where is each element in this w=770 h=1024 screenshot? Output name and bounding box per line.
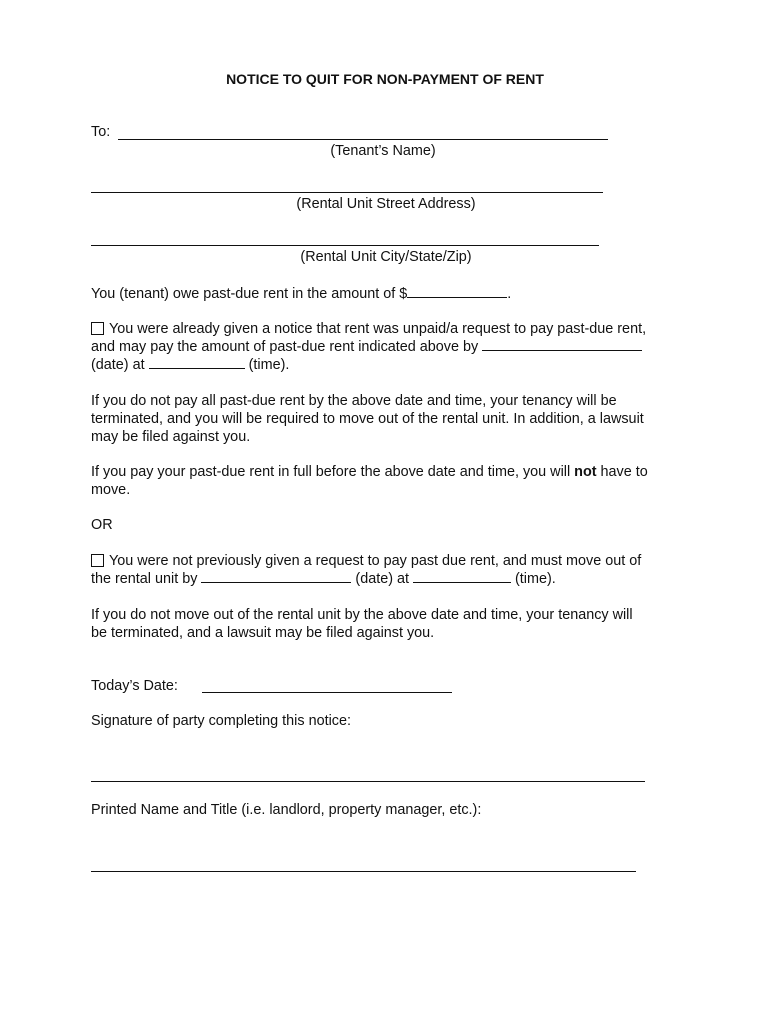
option1-line2: and may pay the amount of past-due rent indicated above by (91, 339, 479, 355)
street-address-caption: (Rental Unit Street Address) (296, 196, 476, 212)
option1-line1: You were already given a notice that rent was unpaid/a request to pay past-due rent, (109, 321, 647, 337)
owe-text: You (tenant) owe past-due rent in the amount of $ (91, 286, 408, 302)
signature-label: Signature of party completing this notice: (91, 713, 351, 729)
termination-line3: may be filed against you. (91, 429, 251, 445)
option1-time-label: (time). (248, 357, 290, 373)
pay-line1-before: If you pay your past-due rent in full before the above date and time, you will (91, 464, 571, 480)
printed-name-label: Printed Name and Title (i.e. landlord, property manager, etc.): (91, 802, 482, 818)
pay-line1-bold: not (574, 464, 597, 480)
option1-date-label: (date) at (91, 357, 145, 373)
pay-line2: move. (91, 482, 131, 498)
moveout-line2: be terminated, and a lawsuit may be filed against you. (91, 625, 435, 641)
option2-line2: the rental unit by (91, 571, 198, 587)
pay-by-date-field[interactable] (482, 338, 642, 351)
city-state-zip-caption: (Rental Unit City/State/Zip) (300, 249, 472, 265)
move-out-time-field[interactable] (413, 570, 511, 583)
termination-line2: terminated, and you will be required to move out of the rental unit. In addition, a lawsuit (91, 411, 644, 427)
move-out-paragraph (91, 606, 691, 642)
option2-date-label: (date) at (355, 571, 409, 587)
todays-date-label: Today’s Date: (91, 678, 178, 694)
signature-field[interactable] (91, 781, 645, 782)
tenant-name-field[interactable] (118, 139, 608, 140)
pay-by-time-field[interactable] (149, 356, 245, 369)
option-not-notified (91, 552, 691, 588)
move-out-date-field[interactable] (201, 570, 351, 583)
owe-end: . (507, 286, 512, 302)
termination-paragraph (91, 392, 691, 446)
city-state-zip-field[interactable] (91, 245, 599, 246)
amount-field[interactable] (407, 285, 507, 298)
option2-line1: You were not previously given a request to pay past due rent, and must move out of (109, 553, 642, 569)
printed-name-field[interactable] (91, 871, 636, 872)
not-notified-checkbox[interactable] (91, 554, 104, 567)
owe-statement (91, 285, 511, 302)
or-label: OR (91, 517, 113, 533)
termination-line1: If you do not pay all past-due rent by the above date and time, your tenancy will be (91, 393, 617, 409)
pay-in-full-paragraph (91, 463, 691, 499)
moveout-line1: If you do not move out of the rental unit by the above date and time, your tenancy will (91, 607, 633, 623)
tenant-name-caption: (Tenant’s Name) (330, 143, 436, 159)
option2-time-label: (time). (515, 571, 556, 587)
street-address-field[interactable] (91, 192, 603, 193)
to-label: To: (91, 124, 111, 140)
todays-date-field[interactable] (202, 692, 452, 693)
option-already-notified (91, 320, 691, 374)
pay-line1-after: have to (600, 464, 648, 480)
page-title: NOTICE TO QUIT FOR NON-PAYMENT OF RENT (226, 71, 544, 87)
already-notified-checkbox[interactable] (91, 322, 104, 335)
